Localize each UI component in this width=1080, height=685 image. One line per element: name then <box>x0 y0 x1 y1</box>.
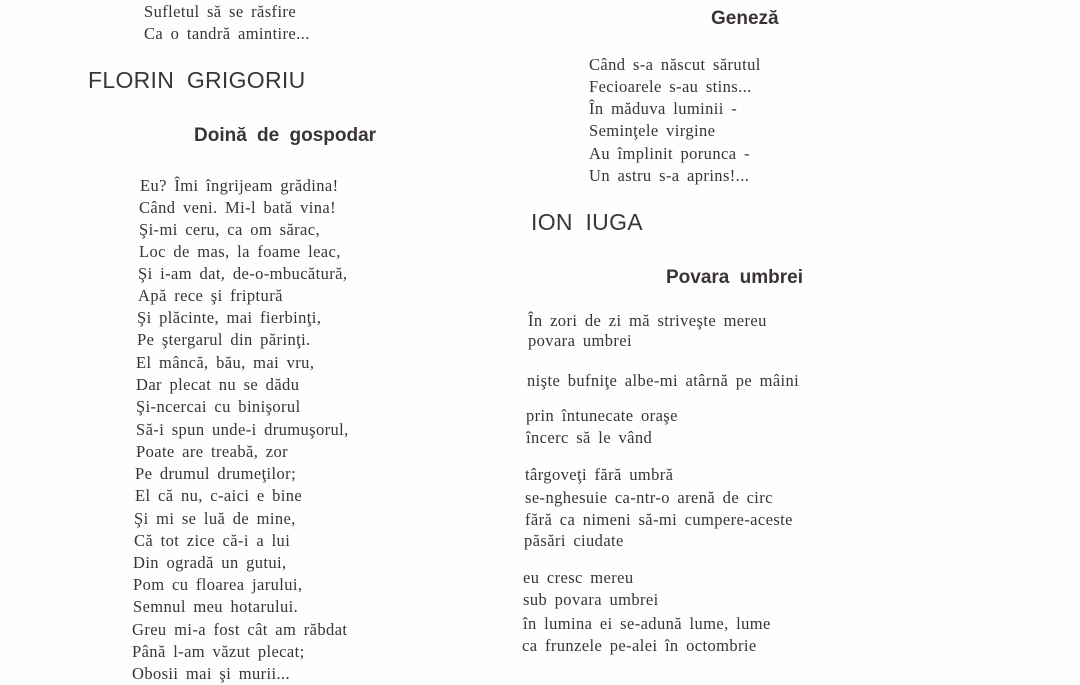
poem-line: în lumina ei se-adună lume, lume <box>523 614 771 633</box>
author-name: ION IUGA <box>531 209 643 235</box>
poem-line: Pom cu floarea jarului, <box>133 575 303 594</box>
poem-line: Şi-ncercai cu binişorul <box>136 397 301 416</box>
poem-line: Pe ştergarul din părinţi. <box>137 330 311 349</box>
poem-line: Ca o tandră amintire... <box>144 24 310 43</box>
poem-line: Un astru s-a aprins!... <box>589 166 750 185</box>
poem-line: prin întunecate oraşe <box>526 406 678 425</box>
poem-line: Şi mi se luă de mine, <box>134 509 296 528</box>
poem-line: sub povara umbrei <box>523 590 659 609</box>
poem-line: Când veni. Mi-l bată vina! <box>139 198 336 217</box>
poem-line: Apă rece şi friptură <box>138 286 283 305</box>
poem-line: Dar plecat nu se dădu <box>136 375 300 394</box>
poem-line: Şi-mi ceru, ca om sărac, <box>139 220 321 239</box>
poem-line: Greu mi-a fost cât am răbdat <box>132 620 348 639</box>
poem-line: povara umbrei <box>528 331 632 350</box>
poem-line: Seminţele virgine <box>589 121 716 140</box>
poem-line: încerc să le vând <box>526 428 653 447</box>
poem-line: Eu? Îmi îngrijeam grădina! <box>140 176 339 195</box>
poem-line: Au împlinit porunca - <box>589 144 750 163</box>
poem-line: Când s-a născut sărutul <box>589 55 761 74</box>
poem-title: Doină de gospodar <box>194 125 377 146</box>
poem-line: Obosii mai şi murii... <box>132 664 291 683</box>
poem-line: În zori de zi mă striveşte mereu <box>528 311 767 330</box>
poem-line: Să-i spun unde-i drumuşorul, <box>136 420 349 439</box>
poem-line: El mâncă, bău, mai vru, <box>136 353 315 372</box>
poem-line: În măduva luminii - <box>589 99 738 118</box>
poem-line: fără ca nimeni să-mi cumpere-aceste <box>525 510 793 529</box>
poem-line: Că tot zice că-i a lui <box>134 531 291 550</box>
poem-title: Geneză <box>711 8 779 29</box>
poem-line: Loc de mas, la foame leac, <box>139 242 341 261</box>
poem-line: eu cresc mereu <box>523 568 634 587</box>
poem-line: nişte bufniţe albe-mi atârnă pe mâini <box>527 371 800 390</box>
poem-title: Povara umbrei <box>666 267 803 288</box>
poem-line: se-nghesuie ca-ntr-o arenă de circ <box>525 488 773 507</box>
poem-line: Şi i-am dat, de-o-mbucătură, <box>138 264 348 283</box>
poem-line: Din ogradă un gutui, <box>133 553 287 572</box>
poem-line: Fecioarele s-au stins... <box>589 77 752 96</box>
author-name: FLORIN GRIGORIU <box>88 67 306 93</box>
poem-line: Poate are treabă, zor <box>136 442 289 461</box>
poem-line: ca frunzele pe-alei în octombrie <box>522 636 757 655</box>
poem-line: El că nu, c-aici e bine <box>135 486 303 505</box>
poem-line: Şi plăcinte, mai fierbinţi, <box>137 308 322 327</box>
poem-line: Semnul meu hotarului. <box>133 597 299 616</box>
poem-line: păsări ciudate <box>524 531 624 550</box>
poem-line: Pe drumul drumeţilor; <box>135 464 297 483</box>
poem-line: târgoveţi fără umbră <box>525 465 674 484</box>
poem-line: Sufletul să se răsfire <box>144 2 297 21</box>
poem-line: Până l-am văzut plecat; <box>132 642 305 661</box>
